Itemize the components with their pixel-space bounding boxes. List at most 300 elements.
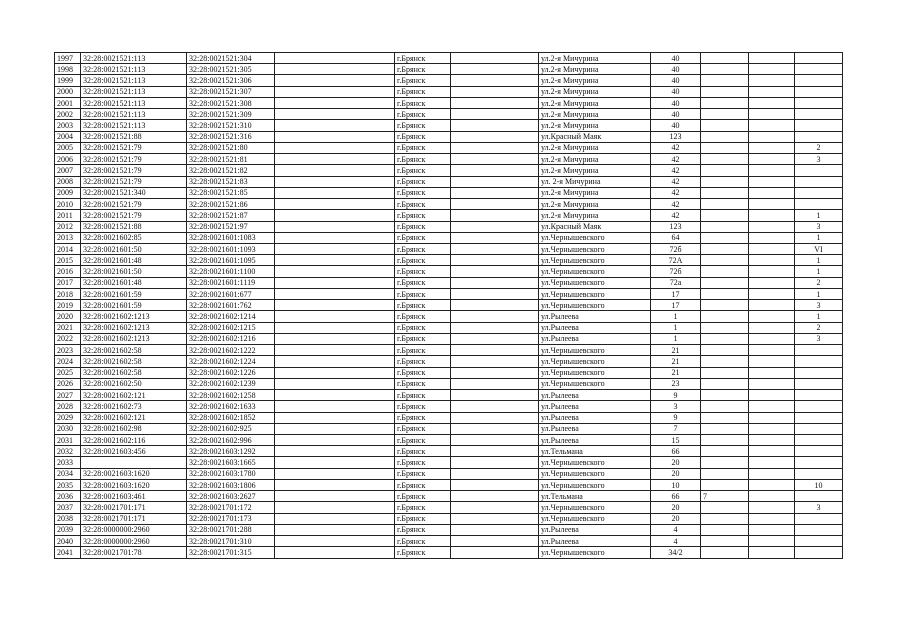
table-cell: 2002 <box>55 109 81 120</box>
table-cell: 32:28:0021521:79 <box>81 154 187 165</box>
table-cell <box>749 86 795 97</box>
table-cell <box>749 243 795 254</box>
table-cell: 9 <box>651 412 701 423</box>
table-cell: 32:28:0021521:82 <box>187 165 275 176</box>
table-cell <box>795 401 843 412</box>
table-cell: 42 <box>651 154 701 165</box>
table-cell <box>795 356 843 367</box>
table-cell: г.Брянск <box>395 446 451 457</box>
table-cell: 32:28:0021602:1258 <box>187 390 275 401</box>
table-cell: г.Брянск <box>395 86 451 97</box>
table-row <box>55 536 843 547</box>
table-cell <box>701 446 749 457</box>
table-row <box>55 547 843 558</box>
table-cell <box>795 187 843 198</box>
table-cell: 20 <box>651 468 701 479</box>
table-cell: 32:28:0021601:762 <box>187 300 275 311</box>
table-cell <box>451 266 539 277</box>
table-cell: ул.Чернышевского <box>539 356 651 367</box>
table-cell: ул.Чернышевского <box>539 232 651 243</box>
table-cell: 32:28:0021521:79 <box>81 165 187 176</box>
table-cell: ул.Рылеева <box>539 536 651 547</box>
table-cell: г.Брянск <box>395 154 451 165</box>
table-cell <box>701 142 749 153</box>
table-row <box>55 232 843 243</box>
table-cell: г.Брянск <box>395 221 451 232</box>
table-cell: 4 <box>651 524 701 535</box>
table-cell: 1 <box>651 322 701 333</box>
table-cell: 32:28:0021521:316 <box>187 131 275 142</box>
table-cell <box>451 502 539 513</box>
table-cell <box>275 390 395 401</box>
table-row <box>55 434 843 445</box>
table-cell: ул.Чернышевского <box>539 513 651 524</box>
table-cell <box>749 266 795 277</box>
table-cell: 32:28:0021521:113 <box>81 64 187 75</box>
table-cell: 64 <box>651 232 701 243</box>
table-row <box>55 266 843 277</box>
table-cell: 66 <box>651 446 701 457</box>
table-cell <box>795 491 843 502</box>
table-cell: 32:28:0021601:59 <box>81 300 187 311</box>
table-cell: 1998 <box>55 64 81 75</box>
table-row <box>55 64 843 75</box>
table-cell <box>701 434 749 445</box>
table-cell: г.Брянск <box>395 75 451 86</box>
table-cell <box>451 378 539 389</box>
table-cell: 32:28:0021603:1665 <box>187 457 275 468</box>
table-row <box>55 502 843 513</box>
table-cell <box>701 502 749 513</box>
table-cell: 32:28:0021521:79 <box>81 210 187 221</box>
table-cell <box>749 64 795 75</box>
table-cell <box>749 468 795 479</box>
table-cell: г.Брянск <box>395 378 451 389</box>
registry-table <box>54 52 843 559</box>
table-row <box>55 479 843 490</box>
table-cell: 32:28:0021521:307 <box>187 86 275 97</box>
table-cell: 3 <box>795 221 843 232</box>
table-cell: 2034 <box>55 468 81 479</box>
table-cell: 9 <box>651 390 701 401</box>
table-row <box>55 255 843 266</box>
table-cell <box>275 154 395 165</box>
table-cell <box>701 288 749 299</box>
table-cell: 2031 <box>55 434 81 445</box>
table-row <box>55 142 843 153</box>
table-cell: 32:28:0021602:1224 <box>187 356 275 367</box>
table-cell: ул.2-я Мичурина <box>539 187 651 198</box>
table-row <box>55 277 843 288</box>
table-cell <box>795 120 843 131</box>
table-cell <box>451 255 539 266</box>
table-cell: 42 <box>651 210 701 221</box>
table-cell <box>795 524 843 535</box>
table-cell: 32:28:0021521:79 <box>81 199 187 210</box>
table-cell: 32:28:0021602:121 <box>81 390 187 401</box>
table-cell <box>749 199 795 210</box>
table-cell: 2028 <box>55 401 81 412</box>
table-cell <box>275 243 395 254</box>
table-cell <box>275 266 395 277</box>
table-cell <box>451 97 539 108</box>
table-cell <box>749 53 795 64</box>
table-cell: 21 <box>651 356 701 367</box>
table-cell: 32:28:0021602:1633 <box>187 401 275 412</box>
table-cell: 2020 <box>55 311 81 322</box>
table-cell <box>275 547 395 558</box>
table-cell: 32:28:0021701:173 <box>187 513 275 524</box>
table-cell <box>701 109 749 120</box>
table-cell <box>451 390 539 401</box>
table-cell: 32:28:0021521:79 <box>81 176 187 187</box>
table-cell <box>275 64 395 75</box>
table-cell <box>749 378 795 389</box>
table-cell: 2010 <box>55 199 81 210</box>
table-cell <box>451 210 539 221</box>
table-cell: ул.Чернышевского <box>539 345 651 356</box>
table-cell <box>275 345 395 356</box>
table-cell <box>795 412 843 423</box>
table-cell <box>701 524 749 535</box>
table-cell: 32:28:0021521:113 <box>81 97 187 108</box>
table-cell: ул.Чернышевского <box>539 277 651 288</box>
table-cell <box>451 243 539 254</box>
table-cell: 4 <box>651 536 701 547</box>
table-cell: 32:28:0021601:48 <box>81 255 187 266</box>
table-cell: 40 <box>651 53 701 64</box>
table-cell: 20 <box>651 457 701 468</box>
table-cell: 17 <box>651 288 701 299</box>
table-row <box>55 412 843 423</box>
table-cell: 2037 <box>55 502 81 513</box>
table-cell <box>275 210 395 221</box>
table-cell: 34/2 <box>651 547 701 558</box>
table-cell <box>749 131 795 142</box>
table-cell: 32:28:0021701:78 <box>81 547 187 558</box>
table-cell <box>275 255 395 266</box>
table-cell: 32:28:0021603:1620 <box>81 479 187 490</box>
table-cell <box>701 86 749 97</box>
table-cell: 32:28:0021521:308 <box>187 97 275 108</box>
table-row <box>55 154 843 165</box>
table-cell <box>795 165 843 176</box>
table-row <box>55 333 843 344</box>
table-cell <box>749 109 795 120</box>
table-cell: 32:28:0021601:50 <box>81 243 187 254</box>
table-cell: ул.Рылеева <box>539 434 651 445</box>
table-cell: ул.Рылеева <box>539 333 651 344</box>
table-cell <box>451 288 539 299</box>
table-cell <box>275 333 395 344</box>
table-cell: ул.Чернышевского <box>539 266 651 277</box>
table-cell: 42 <box>651 199 701 210</box>
table-cell <box>749 333 795 344</box>
table-cell <box>451 536 539 547</box>
table-cell <box>275 187 395 198</box>
table-cell: 32:28:0021603:456 <box>81 446 187 457</box>
table-cell: 1 <box>795 255 843 266</box>
table-cell <box>275 401 395 412</box>
table-cell: ул.2-я Мичурина <box>539 210 651 221</box>
table-cell: ул.2-я Мичурина <box>539 86 651 97</box>
table-cell: ул.Рылеева <box>539 390 651 401</box>
table-cell <box>795 457 843 468</box>
table-cell <box>701 412 749 423</box>
table-cell: 32:28:0021521:113 <box>81 120 187 131</box>
table-cell: 2 <box>795 142 843 153</box>
table-row <box>55 165 843 176</box>
table-cell: г.Брянск <box>395 53 451 64</box>
table-cell <box>749 142 795 153</box>
table-cell: г.Брянск <box>395 255 451 266</box>
table-cell: 3 <box>795 300 843 311</box>
table-cell <box>451 176 539 187</box>
table-cell: г.Брянск <box>395 322 451 333</box>
table-cell: ул.Красный Маяк <box>539 221 651 232</box>
table-cell: 2025 <box>55 367 81 378</box>
table-cell: 2014 <box>55 243 81 254</box>
table-cell <box>701 120 749 131</box>
table-cell <box>701 187 749 198</box>
table-cell: 2027 <box>55 390 81 401</box>
table-cell <box>275 412 395 423</box>
table-cell: 32:28:0021601:1083 <box>187 232 275 243</box>
table-cell: 2024 <box>55 356 81 367</box>
table-cell: 32:28:0021521:88 <box>81 131 187 142</box>
table-cell <box>749 176 795 187</box>
table-cell <box>275 109 395 120</box>
table-cell <box>795 434 843 445</box>
table-cell <box>749 255 795 266</box>
table-cell: 7 <box>651 423 701 434</box>
table-cell: 32:28:0021701:171 <box>81 513 187 524</box>
table-cell <box>701 468 749 479</box>
table-cell: г.Брянск <box>395 367 451 378</box>
table-cell: 2015 <box>55 255 81 266</box>
table-cell: ул.Чернышевского <box>539 255 651 266</box>
table-cell: 1999 <box>55 75 81 86</box>
table-cell: г.Брянск <box>395 199 451 210</box>
table-cell <box>795 390 843 401</box>
table-cell <box>451 412 539 423</box>
table-cell <box>451 199 539 210</box>
table-cell: 2011 <box>55 210 81 221</box>
table-cell <box>451 401 539 412</box>
table-cell: 32:28:0021521:305 <box>187 64 275 75</box>
table-row <box>55 75 843 86</box>
table-cell <box>701 401 749 412</box>
table-cell <box>275 457 395 468</box>
table-cell: 32:28:0021521:306 <box>187 75 275 86</box>
table-cell: 21 <box>651 345 701 356</box>
table-cell: 40 <box>651 120 701 131</box>
table-cell: 20 <box>651 513 701 524</box>
table-cell <box>749 277 795 288</box>
table-cell: 32:28:0021602:116 <box>81 434 187 445</box>
table-cell: г.Брянск <box>395 513 451 524</box>
table-cell <box>275 311 395 322</box>
table-cell: 2026 <box>55 378 81 389</box>
table-cell <box>275 513 395 524</box>
table-row <box>55 322 843 333</box>
table-cell: 2004 <box>55 131 81 142</box>
table-cell <box>795 97 843 108</box>
table-cell: 20 <box>651 502 701 513</box>
table-row <box>55 243 843 254</box>
table-cell: 32:28:0021701:315 <box>187 547 275 558</box>
table-cell <box>275 288 395 299</box>
table-cell <box>701 367 749 378</box>
table-cell: 1 <box>795 232 843 243</box>
table-cell: г.Брянск <box>395 97 451 108</box>
table-cell: 40 <box>651 64 701 75</box>
table-row <box>55 446 843 457</box>
table-cell: ул. 2-я Мичурина <box>539 176 651 187</box>
table-cell: 32:28:0021601:48 <box>81 277 187 288</box>
table-cell <box>275 232 395 243</box>
table-cell <box>81 457 187 468</box>
table-cell <box>451 446 539 457</box>
table-cell: 2000 <box>55 86 81 97</box>
table-cell: 32:28:0021521:81 <box>187 154 275 165</box>
table-cell: 32:28:0021602:996 <box>187 434 275 445</box>
table-cell: 42 <box>651 176 701 187</box>
table-cell <box>749 446 795 457</box>
table-cell <box>451 86 539 97</box>
table-cell: 2005 <box>55 142 81 153</box>
table-cell: 7 <box>701 491 749 502</box>
table-cell: 3 <box>795 502 843 513</box>
table-cell <box>795 109 843 120</box>
table-row <box>55 524 843 535</box>
table-row <box>55 401 843 412</box>
table-cell <box>749 187 795 198</box>
table-cell: г.Брянск <box>395 165 451 176</box>
table-cell <box>749 423 795 434</box>
table-cell: 2021 <box>55 322 81 333</box>
table-cell <box>795 513 843 524</box>
table-cell: ул.Чернышевского <box>539 547 651 558</box>
table-cell <box>701 131 749 142</box>
table-cell: 2013 <box>55 232 81 243</box>
table-cell <box>701 378 749 389</box>
table-cell <box>275 322 395 333</box>
table-cell <box>749 288 795 299</box>
table-cell: 32:28:0021602:58 <box>81 356 187 367</box>
table-cell: г.Брянск <box>395 356 451 367</box>
table-cell <box>749 513 795 524</box>
table-cell: ул.Чернышевского <box>539 378 651 389</box>
table-row <box>55 356 843 367</box>
table-cell: 32:28:0021603:1780 <box>187 468 275 479</box>
table-cell: 2016 <box>55 266 81 277</box>
table-cell: ул.2-я Мичурина <box>539 120 651 131</box>
table-cell: ул.2-я Мичурина <box>539 97 651 108</box>
table-cell: ул.Чернышевского <box>539 502 651 513</box>
table-cell <box>275 434 395 445</box>
table-cell: 1 <box>795 210 843 221</box>
table-cell: 32:28:0021602:925 <box>187 423 275 434</box>
table-cell: 32:28:0021602:1239 <box>187 378 275 389</box>
table-cell: ул.2-я Мичурина <box>539 199 651 210</box>
table-cell: 32:28:0021701:310 <box>187 536 275 547</box>
table-cell: г.Брянск <box>395 243 451 254</box>
table-cell <box>275 446 395 457</box>
table-cell <box>451 154 539 165</box>
table-cell <box>701 97 749 108</box>
table-cell: 10 <box>795 479 843 490</box>
table-cell: 32:28:0021601:1100 <box>187 266 275 277</box>
table-cell <box>275 491 395 502</box>
table-cell <box>795 176 843 187</box>
table-cell <box>451 232 539 243</box>
table-cell: 1 <box>795 266 843 277</box>
table-cell <box>275 300 395 311</box>
table-cell: 1997 <box>55 53 81 64</box>
table-cell: ул.2-я Мичурина <box>539 109 651 120</box>
table-cell <box>275 277 395 288</box>
table-cell: г.Брянск <box>395 536 451 547</box>
table-cell <box>275 199 395 210</box>
table-cell: 32:28:0021602:58 <box>81 367 187 378</box>
table-cell <box>701 243 749 254</box>
table-cell <box>701 423 749 434</box>
table-cell <box>701 356 749 367</box>
table-cell: 2040 <box>55 536 81 547</box>
table-cell: г.Брянск <box>395 423 451 434</box>
table-cell <box>451 423 539 434</box>
table-cell: 32:28:0021521:309 <box>187 109 275 120</box>
table-cell: 1 <box>795 311 843 322</box>
table-cell <box>451 468 539 479</box>
table-cell: 2012 <box>55 221 81 232</box>
table-cell <box>451 513 539 524</box>
table-row <box>55 199 843 210</box>
table-cell <box>701 165 749 176</box>
table-cell: г.Брянск <box>395 457 451 468</box>
table-cell: 66 <box>651 491 701 502</box>
table-cell <box>749 75 795 86</box>
table-cell: 32:28:0021601:59 <box>81 288 187 299</box>
table-cell: 32:28:0021521:88 <box>81 221 187 232</box>
table-cell: 32:28:0021601:1119 <box>187 277 275 288</box>
table-cell <box>451 142 539 153</box>
table-cell: ул.2-я Мичурина <box>539 75 651 86</box>
table-cell: 32:28:0021602:1213 <box>81 333 187 344</box>
table-cell: 32:28:0021602:1222 <box>187 345 275 356</box>
table-cell: 2007 <box>55 165 81 176</box>
table-cell <box>451 221 539 232</box>
table-cell <box>701 345 749 356</box>
table-cell <box>275 423 395 434</box>
table-cell <box>701 333 749 344</box>
table-cell: 2009 <box>55 187 81 198</box>
table-cell <box>451 322 539 333</box>
table-cell <box>795 345 843 356</box>
table-cell: г.Брянск <box>395 491 451 502</box>
table-cell: ул.Тельмана <box>539 446 651 457</box>
table-cell <box>749 502 795 513</box>
table-cell: ул.Красный Маяк <box>539 131 651 142</box>
table-cell: 32:28:0021521:87 <box>187 210 275 221</box>
table-cell: 32:28:0021602:58 <box>81 345 187 356</box>
table-cell <box>701 221 749 232</box>
table-cell <box>275 53 395 64</box>
table-cell: 32:28:0021602:121 <box>81 412 187 423</box>
table-row <box>55 423 843 434</box>
table-cell: 2033 <box>55 457 81 468</box>
